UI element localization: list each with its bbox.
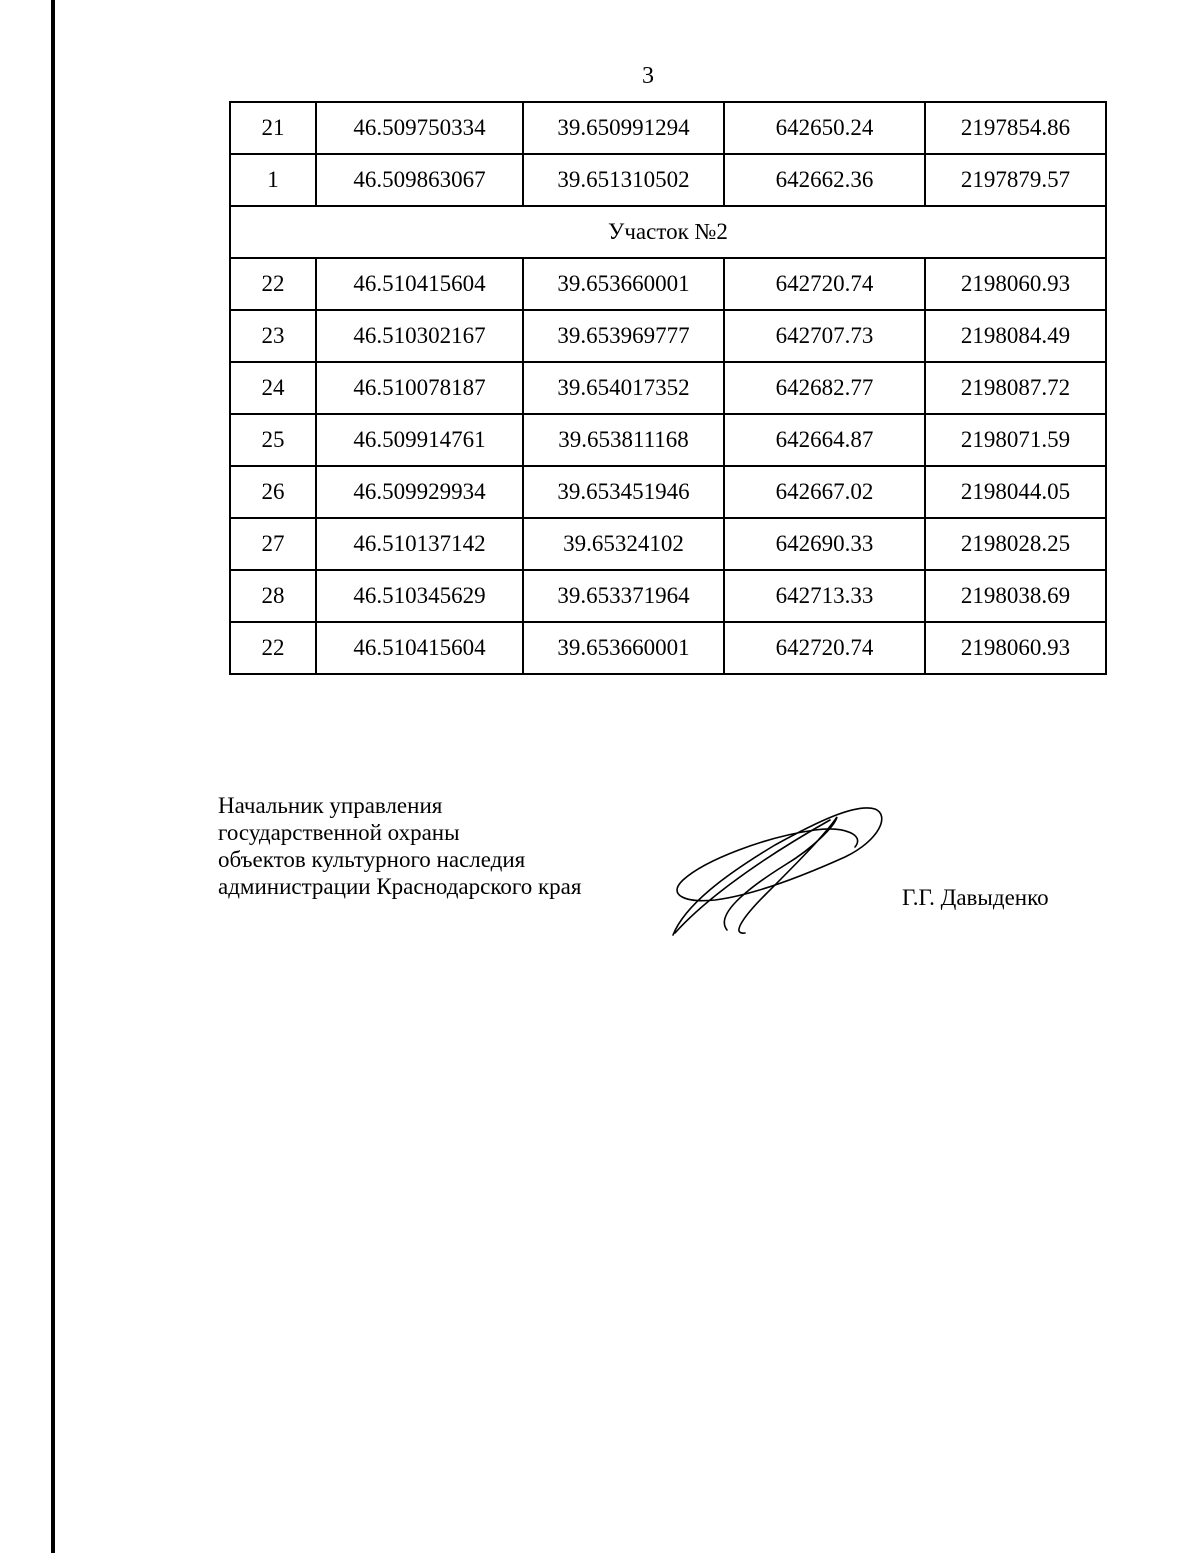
signatory-position-line: государственной охраны (218, 820, 460, 845)
point-number-cell: 24 (230, 362, 316, 414)
longitude-cell: 39.65324102 (523, 518, 724, 570)
table-row (230, 310, 1106, 362)
y-coordinate-cell: 2198087.72 (925, 362, 1106, 414)
section-title: Участок №2 (230, 206, 1106, 258)
page-number: 3 (642, 63, 654, 89)
latitude-cell: 46.509750334 (316, 102, 523, 154)
longitude-cell: 39.653969777 (523, 310, 724, 362)
x-coordinate-cell: 642662.36 (724, 154, 925, 206)
y-coordinate-cell: 2198044.05 (925, 466, 1106, 518)
latitude-cell: 46.510345629 (316, 570, 523, 622)
longitude-cell: 39.653451946 (523, 466, 724, 518)
point-number-cell: 22 (230, 622, 316, 674)
point-number-cell: 28 (230, 570, 316, 622)
section-header-row (230, 206, 1106, 258)
y-coordinate-cell: 2198060.93 (925, 258, 1106, 310)
point-number-cell: 27 (230, 518, 316, 570)
handwritten-signature (655, 795, 895, 945)
point-number-cell: 22 (230, 258, 316, 310)
table-row (230, 154, 1106, 206)
latitude-cell: 46.510302167 (316, 310, 523, 362)
signatory-position (218, 792, 581, 900)
x-coordinate-cell: 642682.77 (724, 362, 925, 414)
table-row (230, 102, 1106, 154)
binding-margin-bar (51, 0, 55, 1553)
coordinates-table-body (230, 102, 1106, 674)
x-coordinate-cell: 642667.02 (724, 466, 925, 518)
longitude-cell: 39.653371964 (523, 570, 724, 622)
table-row (230, 622, 1106, 674)
y-coordinate-cell: 2198060.93 (925, 622, 1106, 674)
latitude-cell: 46.510415604 (316, 258, 523, 310)
longitude-cell: 39.653660001 (523, 622, 724, 674)
signatory-name: Г.Г. Давыденко (902, 885, 1049, 910)
latitude-cell: 46.510078187 (316, 362, 523, 414)
longitude-cell: 39.653811168 (523, 414, 724, 466)
longitude-cell: 39.654017352 (523, 362, 724, 414)
x-coordinate-cell: 642650.24 (724, 102, 925, 154)
x-coordinate-cell: 642664.87 (724, 414, 925, 466)
table-row (230, 414, 1106, 466)
coordinates-table (229, 101, 1107, 675)
table-row (230, 518, 1106, 570)
latitude-cell: 46.509863067 (316, 154, 523, 206)
x-coordinate-cell: 642690.33 (724, 518, 925, 570)
longitude-cell: 39.653660001 (523, 258, 724, 310)
signatory-position-line: объектов культурного наследия (218, 847, 526, 872)
longitude-cell: 39.650991294 (523, 102, 724, 154)
point-number-cell: 26 (230, 466, 316, 518)
signatory-position-line: Начальник управления (218, 793, 443, 818)
signatory-position-line: администрации Краснодарского края (218, 874, 582, 899)
table-row (230, 362, 1106, 414)
y-coordinate-cell: 2198084.49 (925, 310, 1106, 362)
y-coordinate-cell: 2198071.59 (925, 414, 1106, 466)
y-coordinate-cell: 2197854.86 (925, 102, 1106, 154)
point-number-cell: 1 (230, 154, 316, 206)
x-coordinate-cell: 642707.73 (724, 310, 925, 362)
point-number-cell: 25 (230, 414, 316, 466)
longitude-cell: 39.651310502 (523, 154, 724, 206)
point-number-cell: 23 (230, 310, 316, 362)
y-coordinate-cell: 2198038.69 (925, 570, 1106, 622)
table-row (230, 570, 1106, 622)
x-coordinate-cell: 642713.33 (724, 570, 925, 622)
y-coordinate-cell: 2198028.25 (925, 518, 1106, 570)
x-coordinate-cell: 642720.74 (724, 622, 925, 674)
table-row (230, 466, 1106, 518)
point-number-cell: 21 (230, 102, 316, 154)
x-coordinate-cell: 642720.74 (724, 258, 925, 310)
y-coordinate-cell: 2197879.57 (925, 154, 1106, 206)
latitude-cell: 46.509929934 (316, 466, 523, 518)
table-row (230, 258, 1106, 310)
latitude-cell: 46.510415604 (316, 622, 523, 674)
latitude-cell: 46.509914761 (316, 414, 523, 466)
latitude-cell: 46.510137142 (316, 518, 523, 570)
